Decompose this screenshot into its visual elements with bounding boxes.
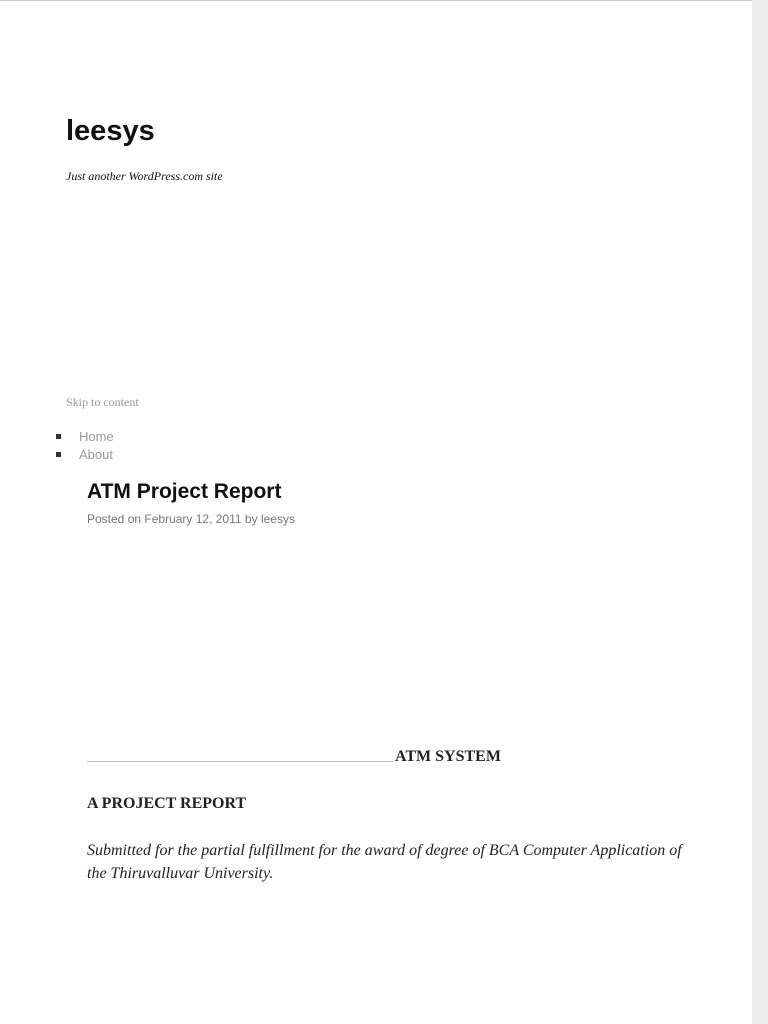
- top-border: [0, 0, 752, 1]
- heading-rule: [87, 761, 393, 762]
- content-subheading: A PROJECT REPORT: [87, 795, 247, 812]
- post-meta: [87, 511, 295, 527]
- by-label: by: [244, 512, 258, 526]
- site-title-link[interactable]: leesys: [66, 115, 155, 147]
- nav-item-home: [54, 428, 114, 446]
- nav-link-about[interactable]: About: [79, 447, 113, 462]
- content-heading-row: [87, 746, 547, 768]
- scrollbar[interactable]: [752, 0, 768, 1024]
- content-paragraph: Submitted for the partial fulfillment for the award of degree of BCA Computer Application of the Thiruvalluvar University.: [87, 842, 682, 882]
- nav-item-about: [54, 446, 114, 464]
- post-date-link[interactable]: February 12, 2011: [144, 512, 242, 526]
- nav-link-home[interactable]: Home: [79, 429, 114, 444]
- bullet-icon: [56, 434, 61, 439]
- content-heading: ATM SYSTEM: [395, 748, 501, 765]
- bullet-icon: [56, 452, 61, 457]
- nav-menu: [54, 428, 114, 464]
- skip-to-content-link[interactable]: Skip to content: [66, 395, 139, 409]
- post-author-link[interactable]: leesys: [260, 512, 295, 526]
- post-title: ATM Project Report: [87, 480, 282, 503]
- site-tagline: Just another WordPress.com site: [66, 169, 223, 183]
- posted-on-label: Posted on: [87, 512, 142, 526]
